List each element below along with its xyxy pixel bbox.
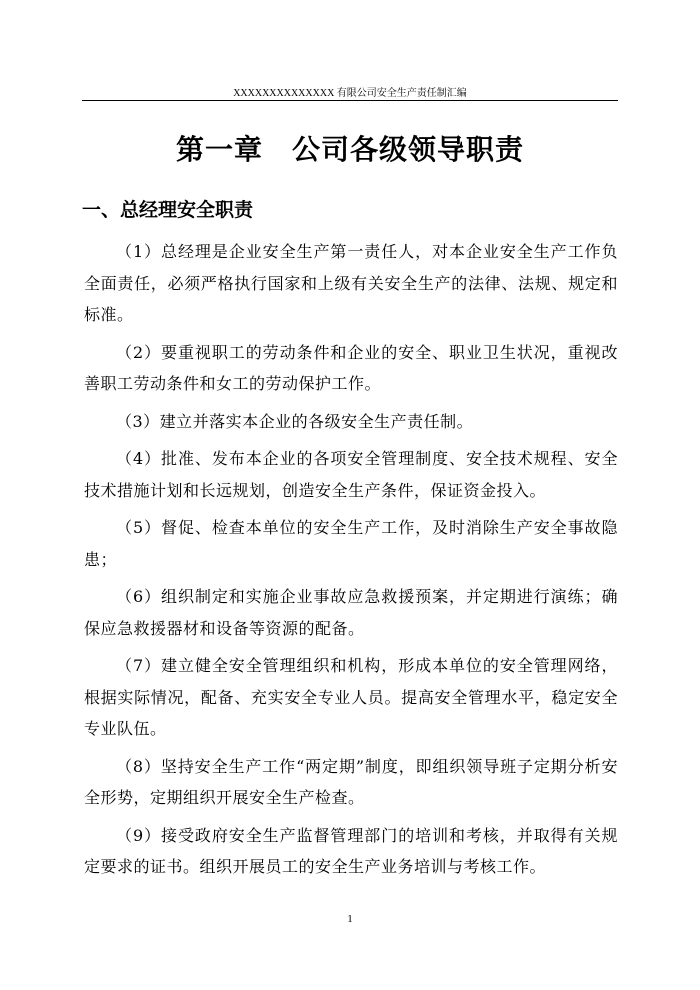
document-body <box>84 236 618 889</box>
paragraph-3: （3）建立并落实本企业的各级安全生产责任制。 <box>116 411 474 431</box>
header-divider <box>82 100 618 101</box>
page-number: 1 <box>347 913 353 925</box>
running-header: XXXXXXXXXXXXXX 有限公司安全生产责任制汇编 <box>233 88 467 99</box>
paragraph-1: （1）总经理是企业安全生产第一责任人，对本企业安全生产工作负全面责任，必须严格执行国家和上级有关安全生产的法律、法规、规定和标准。 <box>84 242 618 324</box>
section-heading: 一、总经理安全职责 <box>82 199 254 221</box>
paragraph-6: （6）组织制定和实施企业事故应急救援预案，并定期进行演练；确保应急救援器材和设备等资源的配备。 <box>84 587 618 638</box>
paragraph-9: （9）接受政府安全生产监督管理部门的培训和考核，并取得有关规定要求的证书。组织开展员工的安全生产业务培训与考核工作。 <box>84 825 618 876</box>
paragraph-2: （2）要重视职工的劳动条件和企业的安全、职业卫生状况，重视改善职工劳动条件和女工的劳动保护工作。 <box>84 342 618 393</box>
paragraph-4: （4）批准、发布本企业的各项安全管理制度、安全技术规程、安全技术措施计划和长远规划，创造安全生产条件，保证资金投入。 <box>84 449 618 500</box>
paragraph-7: （7）建立健全安全管理组织和机构，形成本单位的安全管理网络，根据实际情况，配备、充实安全专业人员。提高安全管理水平，稳定安全专业队伍。 <box>84 656 618 738</box>
paragraph-5: （5）督促、检查本单位的安全生产工作，及时消除生产安全事故隐患； <box>84 518 618 569</box>
paragraph-8: （8）坚持安全生产工作“两定期”制度，即组织领导班子定期分析安全形势，定期组织开展安全生产检查。 <box>84 756 618 807</box>
chapter-title: 第一章 公司各级领导职责 <box>175 133 524 166</box>
